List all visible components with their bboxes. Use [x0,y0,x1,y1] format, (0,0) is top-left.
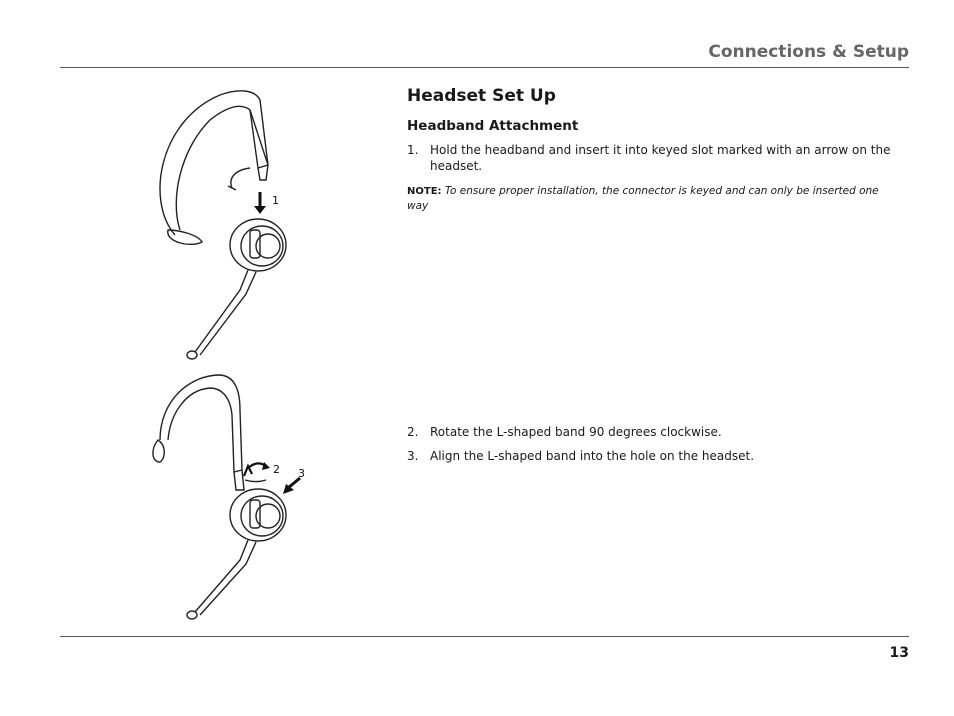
footer-rule [60,636,909,637]
note [407,184,891,213]
section-title: Connections & Setup [708,42,909,62]
callout-3: 3 [298,467,305,480]
subheading: Headband Attachment [407,118,579,134]
note-label: NOTE: [407,186,442,197]
arrow-down-icon [254,192,266,214]
step-number: 2. [407,425,419,439]
step-number: 3. [407,449,419,463]
headband-insert-illustration [140,80,320,370]
arrow-diagonal-icon [283,478,300,494]
instructions-continued [407,424,891,472]
callout-1: 1 [272,194,279,207]
instructions [407,86,891,213]
step-text: Rotate the L-shaped band 90 degrees clockwise. [430,425,722,439]
step-3 [407,448,891,464]
step-1 [407,142,891,174]
step-2 [407,424,891,440]
step-text: Hold the headband and insert it into keyed slot marked with an arrow on the headset. [430,143,891,173]
page-number: 13 [889,645,909,661]
section-heading: Headset Set Up [407,86,556,106]
note-text: To ensure proper installation, the connector is keyed and can only be inserted one way [407,185,879,212]
step-number: 1. [407,143,419,157]
callout-2: 2 [273,463,280,476]
step-text: Align the L-shaped band into the hole on the headset. [430,449,755,463]
band-rotate-illustration [140,370,330,630]
header-rule [60,67,909,68]
